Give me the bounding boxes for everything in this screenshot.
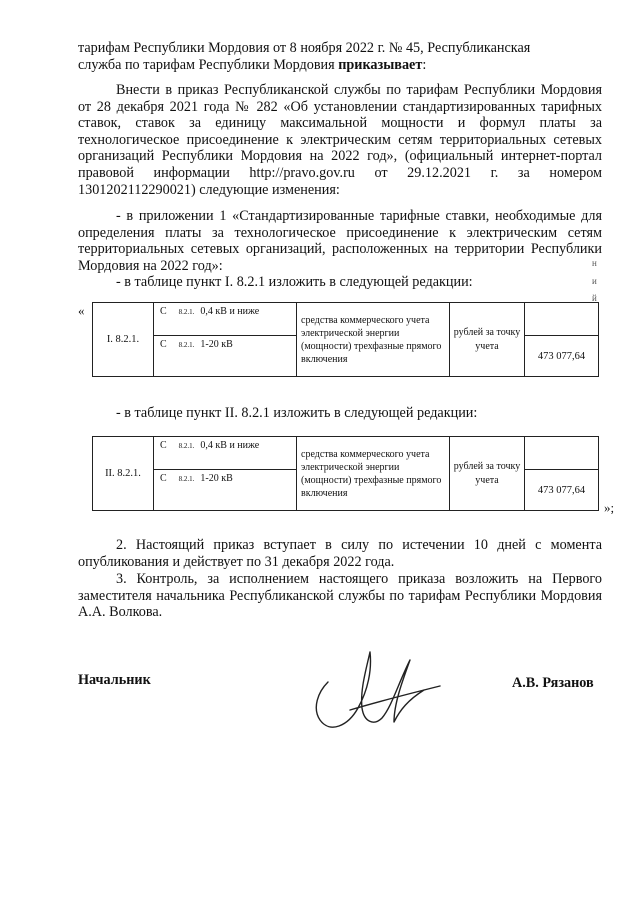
table2-row1-sub: 8.2.1. <box>178 442 195 450</box>
table1-value-bottom: 473 077,64 <box>525 336 599 377</box>
margin-mark-1: н <box>592 258 597 268</box>
margin-mark-3: й <box>592 293 597 303</box>
table1-row2-sub: 8.2.1. <box>178 341 195 349</box>
quote-open: « <box>78 303 85 318</box>
tariff-table-1 <box>92 302 599 377</box>
intro-line-2 <box>78 57 602 74</box>
table2-unit: рублей за точку учета <box>450 437 525 511</box>
intro-text-2: служба по тарифам Республики Мордовия <box>78 57 339 73</box>
table1-row1-volt: 0,4 кВ и ниже <box>200 306 260 317</box>
table2-row2-sub: 8.2.1. <box>178 475 195 483</box>
table2-value-top <box>525 437 599 470</box>
intro-line-1 <box>78 40 602 57</box>
table2-value-bottom: 473 077,64 <box>525 470 599 511</box>
table1-unit: рублей за точку учета <box>450 303 525 377</box>
table2-row2-c: С <box>160 473 167 484</box>
table2-row1-c: С <box>160 440 167 451</box>
table1-row1-c: С <box>160 306 167 317</box>
quote-close: »; <box>604 500 615 515</box>
table1-item-cell: I. 8.2.1. <box>93 303 154 377</box>
table1-row2-c: С <box>160 339 167 350</box>
signatory-name: А.В. Рязанов <box>512 675 594 691</box>
table1-description: средства коммерческого учета электрической энергии (мощности) трехфазные прямого включения <box>297 303 450 377</box>
table2-row1-volt: 0,4 кВ и ниже <box>200 440 260 451</box>
paragraph-amendment: Внести в приказ Республиканской службы по тарифам Республики Мордовия от 28 декабря 2021 года № 282 «Об установлении стандартизированных тарифных ставок, ставок за единицу максимальной мощности и формул платы за технологическое присоединение к электрическим сетям территориальных сетевых организаций Республики Мордовия на 2022 год», (официальный интернет-портал правовой информации http://pravo.gov.ru от 29.12.2021 г. за номером 1301202112290021) следующие изменения: <box>78 82 602 198</box>
intro-text-1: тарифам Республики Мордовия от 8 ноября 2022 г. № 45, Республиканская <box>78 40 531 56</box>
table1-row1-code-cell <box>154 303 297 336</box>
intro-colon: : <box>422 57 427 73</box>
signatory-position: Начальник <box>78 672 151 688</box>
intro-bold-order: приказывает <box>338 57 423 73</box>
table2-intro-line: - в таблице пункт II. 8.2.1 изложить в следующей редакции: <box>116 405 478 421</box>
table1-intro-line: - в таблице пункт I. 8.2.1 изложить в следующей редакции: <box>116 274 473 290</box>
table1-row1-sub: 8.2.1. <box>178 308 195 316</box>
margin-mark-2: и <box>592 276 597 286</box>
table2-description: средства коммерческого учета электрической энергии (мощности) трехфазные прямого включения <box>297 437 450 511</box>
paragraph-control: 3. Контроль, за исполнением настоящего приказа возложить на Первого заместителя начальника Республиканской службы по тарифам Республики Мордовия А.А. Волкова. <box>78 571 602 621</box>
table2-row2-volt: 1-20 кВ <box>200 473 233 484</box>
table2-row2-code-cell <box>154 470 297 511</box>
paragraph-effective-date: 2. Настоящий приказ вступает в силу по истечении 10 дней с момента опубликования и действует по 31 декабря 2022 года. <box>78 537 602 570</box>
table1-row2-code-cell <box>154 336 297 377</box>
table1-value-top <box>525 303 599 336</box>
table2-row1-code-cell <box>154 437 297 470</box>
tariff-table-2 <box>92 436 599 511</box>
table1-row2-volt: 1-20 кВ <box>200 339 233 350</box>
paragraph-appendix: - в приложении 1 «Стандартизированные тарифные ставки, необходимые для определения платы за технологическое присоединение к электрическим сетям территориальных сетевых организаций, расположенных на территории Республики Мордовия на 2022 год»: <box>78 208 602 274</box>
table2-item-cell: II. 8.2.1. <box>93 437 154 511</box>
handwritten-signature <box>290 630 460 740</box>
